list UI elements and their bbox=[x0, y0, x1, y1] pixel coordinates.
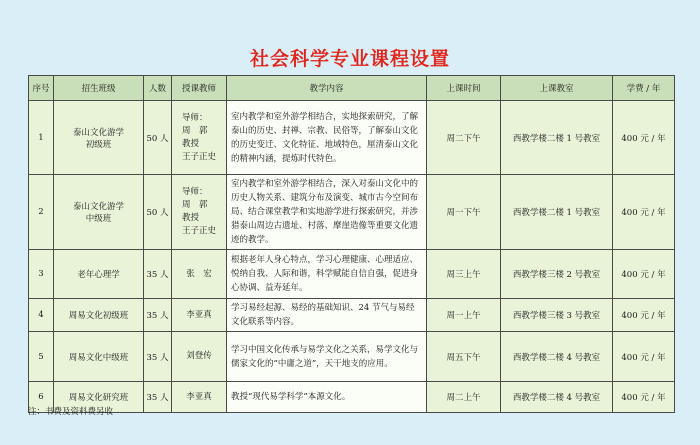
row-fee: 400 元 / 年 bbox=[613, 101, 675, 175]
teacher-name: 导师： 周 郭 教授 王子正史 bbox=[181, 187, 216, 236]
row-class bbox=[54, 250, 144, 299]
table-header-row bbox=[29, 76, 675, 101]
row-teacher bbox=[172, 175, 227, 250]
row-room: 西教学楼二楼 4 号教室 bbox=[501, 332, 613, 382]
row-count: 35 人 bbox=[144, 299, 172, 332]
header-class: 招生班级 bbox=[54, 76, 144, 101]
row-class bbox=[54, 101, 144, 175]
header-number: 序号 bbox=[29, 76, 54, 101]
row-room: 西教学楼三楼 3 号教室 bbox=[501, 299, 613, 332]
row-class bbox=[54, 175, 144, 250]
row-fee: 400 元 / 年 bbox=[613, 250, 675, 299]
table-row bbox=[29, 250, 675, 299]
row-room: 西教学楼三楼 2 号教室 bbox=[501, 250, 613, 299]
row-teacher bbox=[172, 250, 227, 299]
row-time: 周二上午 bbox=[427, 382, 501, 413]
class-name: 泰山文化游学 初级班 bbox=[72, 127, 124, 150]
class-name: 老年心理学 bbox=[77, 270, 120, 280]
row-room: 西教学楼二楼 4 号教室 bbox=[501, 382, 613, 413]
row-count: 35 人 bbox=[144, 382, 172, 413]
row-number: 3 bbox=[29, 250, 54, 299]
header-room: 上课教室 bbox=[501, 76, 613, 101]
row-content: 根据老年人身心特点，学习心理健康、心理适应、悦纳自我、人际和谐，科学赋能自信自强，促进身心协调、益寿延年。 bbox=[227, 250, 427, 299]
row-fee: 400 元 / 年 bbox=[613, 382, 675, 413]
row-time: 周二下午 bbox=[427, 101, 501, 175]
row-time: 周五下午 bbox=[427, 332, 501, 382]
row-content: 学习中国文化传承与易学文化之关系，易学文化与儒家文化的“中庸之道”，天干地支的应用。 bbox=[227, 332, 427, 382]
row-count: 35 人 bbox=[144, 332, 172, 382]
class-name: 周易文化初级班 bbox=[68, 311, 129, 321]
row-count: 50 人 bbox=[144, 101, 172, 175]
row-fee: 400 元 / 年 bbox=[613, 175, 675, 250]
table-row bbox=[29, 382, 675, 413]
table-row bbox=[29, 101, 675, 175]
row-room: 西教学楼二楼 1 号教室 bbox=[501, 101, 613, 175]
row-teacher bbox=[172, 299, 227, 332]
row-content: 教授“现代易学科学”本源文化。 bbox=[227, 382, 427, 413]
page-title: 社会科学专业课程设置 bbox=[249, 48, 450, 70]
row-content: 室内教学和室外游学相结合，深入对泰山文化中的历史人物关系、建筑分布及演变、城市古今空间布局、结合课堂教学和实地游学进行探索研究，并涉猎泰山周边古遗址、村落、摩崖造像等重要文化遗迹的教学。 bbox=[227, 175, 427, 250]
teacher-name: 李亚真 bbox=[186, 309, 212, 320]
header-content: 教学内容 bbox=[227, 76, 427, 101]
table-row bbox=[29, 299, 675, 332]
row-number: 2 bbox=[29, 175, 54, 250]
row-time: 周三上午 bbox=[427, 250, 501, 299]
row-content: 学习易经起源、易经的基础知识、24 节气与易经文化联系等内容。 bbox=[227, 299, 427, 332]
row-teacher bbox=[172, 382, 227, 413]
teacher-name: 导师： 周 郭 教授 王子正史 bbox=[181, 112, 216, 162]
header-count: 人数 bbox=[144, 76, 172, 101]
table-row bbox=[29, 332, 675, 382]
row-number: 5 bbox=[29, 332, 54, 382]
row-number: 4 bbox=[29, 299, 54, 332]
row-teacher bbox=[172, 332, 227, 382]
table-row bbox=[29, 175, 675, 250]
row-time: 周一上午 bbox=[427, 299, 501, 332]
row-content: 室内教学和室外游学相结合，实地探索研究，了解泰山的历史、封禅、宗教、民俗等，了解泰山文化的历史变迁、文化特征、地域特色，厘清泰山文化的精神内涵，提炼时代特色。 bbox=[227, 101, 427, 175]
row-count: 50 人 bbox=[144, 175, 172, 250]
row-class bbox=[54, 332, 144, 382]
row-number: 6 bbox=[29, 382, 54, 413]
teacher-name: 刘登传 bbox=[186, 351, 212, 361]
teacher-name: 李亚真 bbox=[186, 391, 212, 402]
teacher-name: 张 宏 bbox=[186, 268, 212, 279]
row-number: 1 bbox=[29, 101, 54, 175]
row-time: 周一下午 bbox=[427, 175, 501, 250]
row-count: 35 人 bbox=[144, 250, 172, 299]
header-time: 上课时间 bbox=[427, 76, 501, 101]
course-table bbox=[28, 75, 675, 413]
row-fee: 400 元 / 年 bbox=[613, 332, 675, 382]
class-name: 泰山文化游学 中级班 bbox=[72, 202, 124, 224]
row-fee: 400 元 / 年 bbox=[613, 299, 675, 332]
footnote: 注：书费及资料费另收 bbox=[28, 407, 114, 417]
class-name: 周易文化中级班 bbox=[68, 352, 129, 363]
header-fee: 学费 / 年 bbox=[613, 76, 675, 101]
row-room: 西教学楼二楼 1 号教室 bbox=[501, 175, 613, 250]
header-teacher: 授课教师 bbox=[172, 76, 227, 101]
row-teacher bbox=[172, 101, 227, 175]
row-class bbox=[54, 299, 144, 332]
class-name: 周易文化研究班 bbox=[68, 393, 129, 403]
